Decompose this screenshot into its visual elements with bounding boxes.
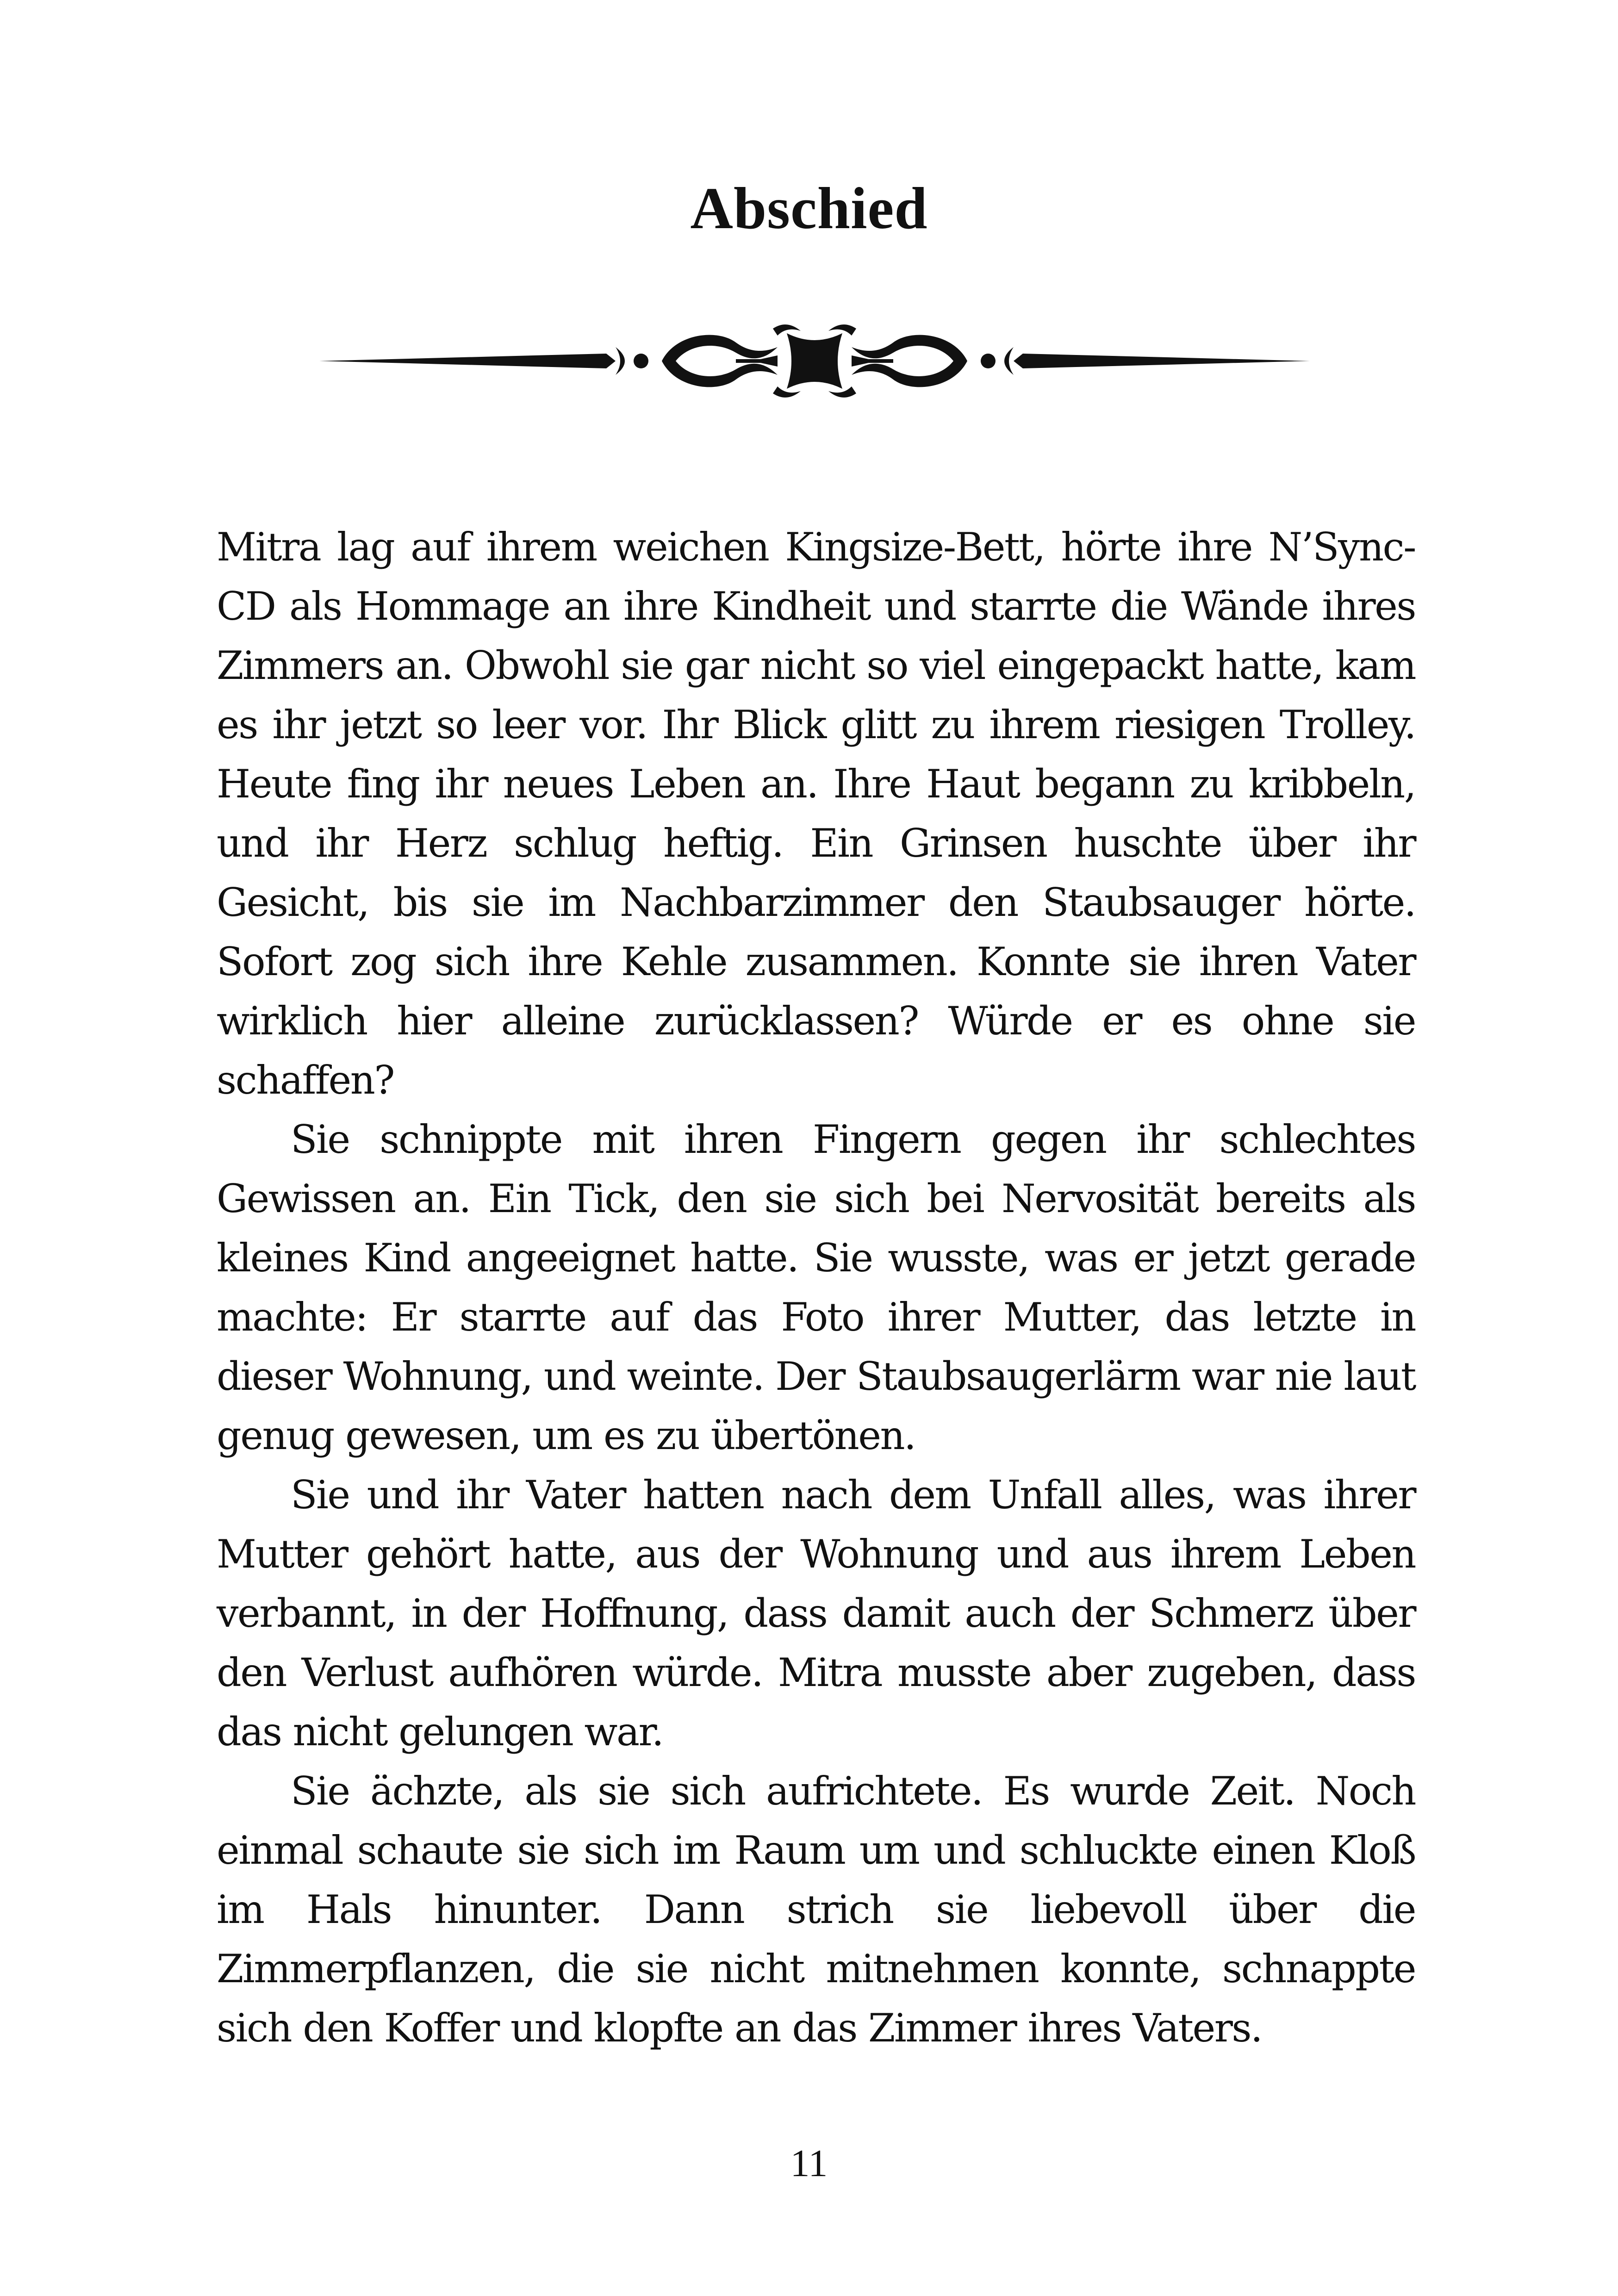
ornament-right-bar: [1014, 354, 1310, 368]
ornament-right-dot: [981, 354, 996, 368]
paragraph-1: Mitra lag auf ihrem weichen Kingsize-Bett, hörte ihre N’Sync- CD als Hommage an ihre Kindheit und starrte die Wände ihres Zimmers an. Obwohl sie gar nicht so viel eingepackt hatte, kam es ihr jetzt so leer vor. Ihr Blick glitt zu ihrem riesigen Trolley. Heute fing ihr neues Leben an. Ihre Haut begann zu kribbeln, und ihr Herz schlug heftig. Ein Grinsen huschte über ihr Gesicht, bis sie im Nachbarzimmer den Staubsauger hörte. Sofort zog sich ihre Kehle zusammen. Konnte sie ihren Vater wirklich hier alleine zurücklassen? Würde er es ohne sie schaffen?: [217, 524, 1415, 1103]
ornament-left-bar: [319, 354, 616, 368]
chapter-body: [217, 517, 1415, 2058]
ornament-left-dot: [634, 354, 648, 368]
chapter-title: Abschied: [690, 175, 928, 241]
flourish-divider-icon: [319, 315, 1310, 407]
paragraph-2: Sie schnippte mit ihren Fingern gegen ihr schlechtes Gewissen an. Ein Tick, den sie sich bei Nervosität bereits als kleines Kind angeeignet hatte. Sie wusste, was er jetzt gerade machte: Er starrte auf das Foto ihrer Mutter, das letzte in dieser Wohnung, und weinte. Der Staubsaugerlärm war nie laut genug gewesen, um es zu übertönen.: [217, 1117, 1415, 1458]
paragraph-4: Sie ächzte, als sie sich aufrichtete. Es wurde Zeit. Noch einmal schaute sie sich im Raum um und schluckte einen Kloß im Hals hinunter. Dann strich sie liebevoll über die Zimmerpflanzen, die sie nicht mitnehmen konnte, schnappte sich den Koffer und klopfte an das Zimmer ihres Vaters.: [217, 1768, 1415, 2051]
paragraph-3: Sie und ihr Vater hatten nach dem Unfall alles, was ihrer Mutter gehört hatte, aus der Wohnung und aus ihrem Leben verbannt, in der Hoffnung, dass damit auch der Schmerz über den Verlust aufhören würde. Mitra musste aber zugeben, dass das nicht gelungen war.: [217, 1472, 1415, 1755]
page-number: 11: [790, 2142, 828, 2185]
